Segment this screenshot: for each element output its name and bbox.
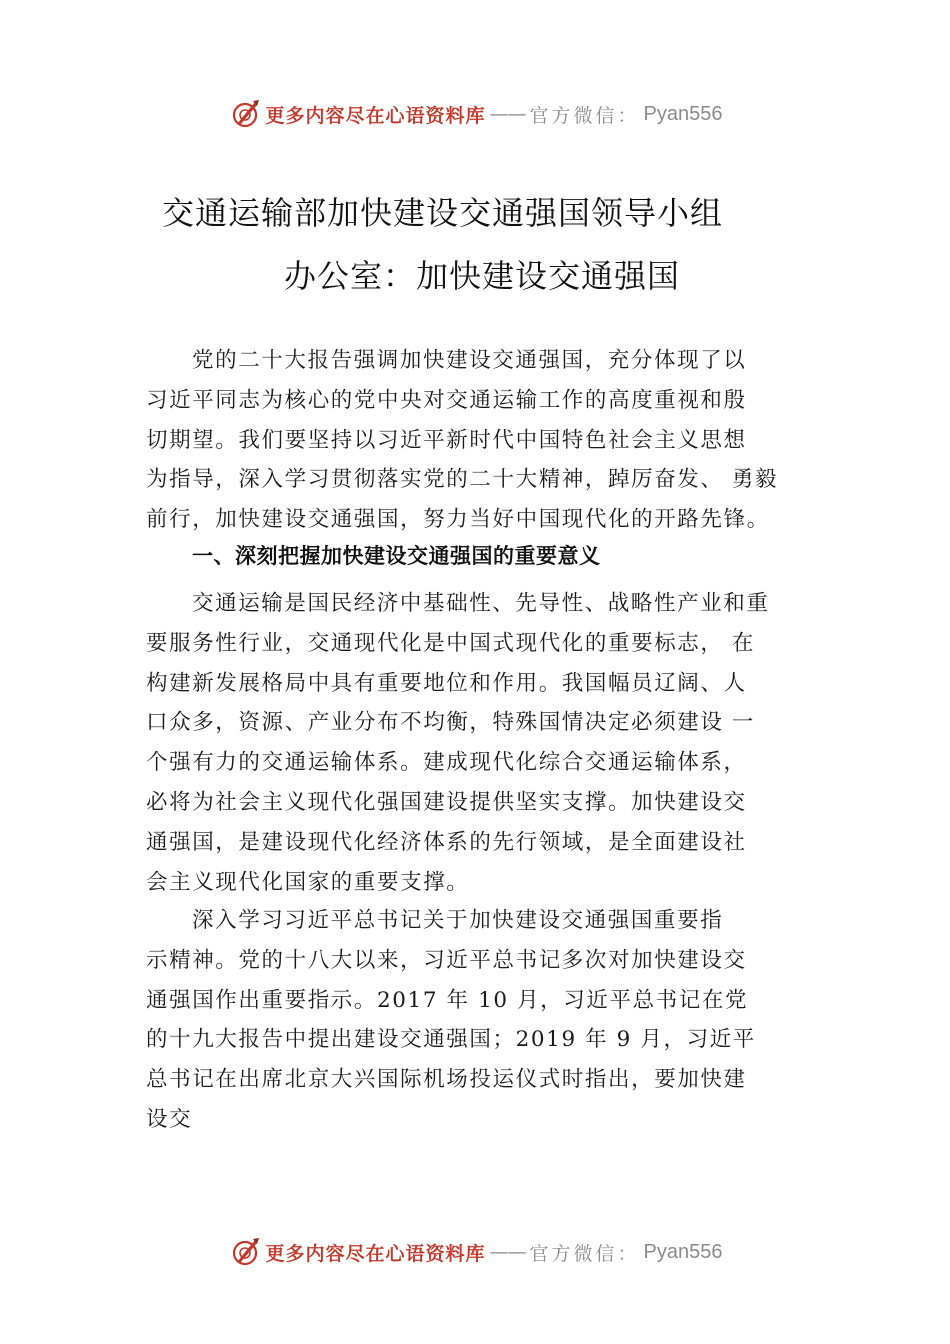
text-line: 要服务性行业，交通现代化是中国式现代化的重要标志， 在 bbox=[146, 630, 756, 656]
section-heading-1: 一、深刻把握加快建设交通强国的重要意义 bbox=[192, 544, 601, 568]
text-line: 党的二十大报告强调加快建设交通强国，充分体现了以 bbox=[192, 348, 747, 373]
text-line: 口众多，资源、产业分布不均衡，特殊国情决定必须建设 一 bbox=[146, 710, 756, 736]
document-title-line-1: 交通运输部加快建设交通强国领导小组 bbox=[162, 194, 724, 232]
text-line: 交通运输是国民经济中基础性、先导性、战略性产业和重 bbox=[192, 591, 770, 616]
banner-wechat-id: Pyan556 bbox=[643, 1240, 723, 1263]
quill-seal-icon bbox=[228, 1235, 262, 1269]
text-line: 的十九大报告中提出建设交通强国；2019 年 9 月，习近平 bbox=[146, 1027, 756, 1053]
text-line: 构建新发展格局中具有重要地位和作用。我国幅员辽阔、人 bbox=[146, 670, 747, 696]
footer-banner bbox=[0, 1232, 950, 1272]
quill-seal-icon bbox=[228, 97, 262, 131]
text-line: 切期望。我们要坚持以习近平新时代中国特色社会主义思想 bbox=[146, 427, 747, 453]
banner-dash: —— bbox=[489, 1241, 526, 1263]
banner-dash: —— bbox=[489, 103, 526, 125]
text-line: 总书记在出席北京大兴国际机场投运仪式时指出，要加快建 bbox=[146, 1067, 747, 1093]
banner-wechat-id: Pyan556 bbox=[643, 102, 723, 125]
paragraph-intro bbox=[146, 341, 830, 540]
text-line: 个强有力的交通运输体系。建成现代化综合交通运输体系， bbox=[146, 750, 747, 776]
header-banner bbox=[0, 94, 950, 134]
paragraph-significance bbox=[146, 584, 830, 902]
banner-wechat-label: 官方微信： bbox=[529, 1242, 640, 1265]
banner-wechat-label: 官方微信： bbox=[529, 104, 640, 127]
paragraph-instructions bbox=[146, 901, 830, 1140]
text-line: 通强国，是建设现代化经济体系的先行领域，是全面建设社 bbox=[146, 829, 747, 855]
banner-brand-text: 更多内容尽在心语资料库 bbox=[265, 1242, 486, 1265]
text-line: 会主义现代化国家的重要支撑。 bbox=[146, 869, 470, 895]
banner-brand-text: 更多内容尽在心语资料库 bbox=[265, 104, 486, 127]
text-line: 示精神。党的十八大以来，习近平总书记多次对加快建设交 bbox=[146, 947, 747, 973]
document-title-line-2: 办公室：加快建设交通强国 bbox=[284, 257, 681, 295]
text-line: 通强国作出重要指示。2017 年 10 月，习近平总书记在党 bbox=[146, 987, 749, 1013]
text-line: 必将为社会主义现代化强国建设提供坚实支撑。加快建设交 bbox=[146, 789, 747, 815]
text-line: 前行，加快建设交通强国，努力当好中国现代化的开路先锋。 bbox=[146, 507, 770, 533]
text-line: 为指导，深入学习贯彻落实党的二十大精神，踔厉奋发、 勇毅 bbox=[146, 467, 779, 493]
text-line: 习近平同志为核心的党中央对交通运输工作的高度重视和殷 bbox=[146, 387, 747, 413]
text-line: 设交 bbox=[146, 1106, 193, 1132]
text-line: 深入学习习近平总书记关于加快建设交通强国重要指 bbox=[192, 908, 724, 933]
